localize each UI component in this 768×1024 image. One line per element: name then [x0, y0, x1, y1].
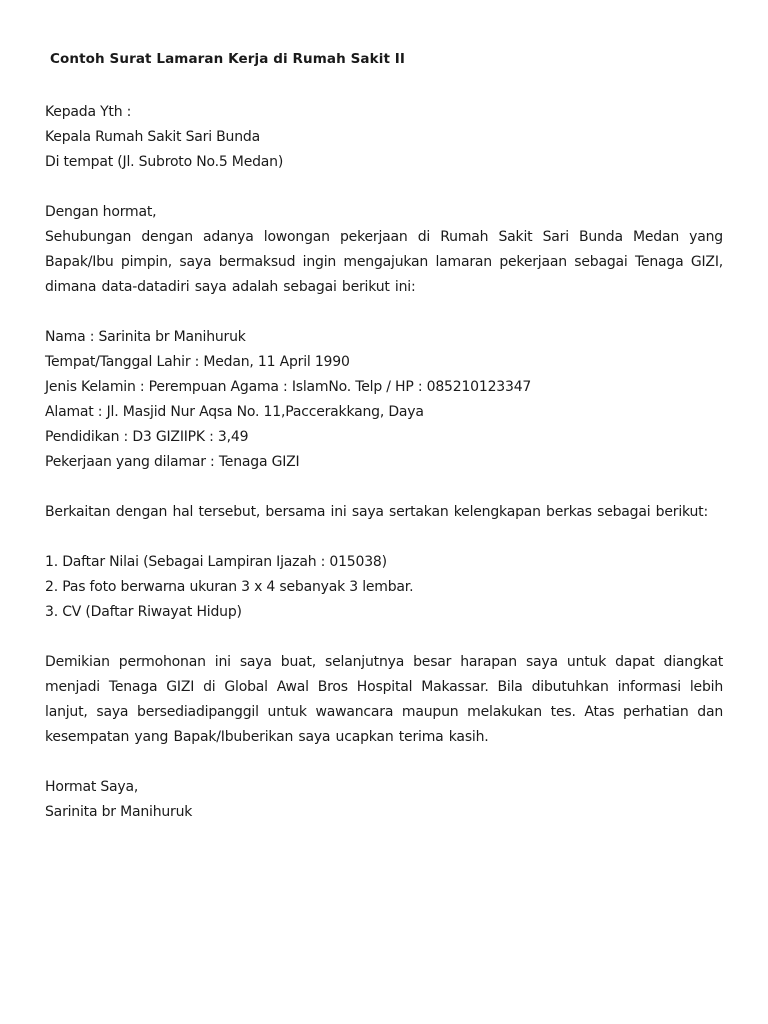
personal-data-line: Tempat/Tanggal Lahir : Medan, 11 April 1990	[45, 354, 350, 370]
personal-data-block	[45, 325, 723, 475]
sign-off: Hormat Saya,	[45, 779, 139, 795]
signature-block	[45, 775, 723, 825]
signer-name: Sarinita br Manihuruk	[45, 804, 193, 820]
recipient-line: Kepada Yth :	[45, 104, 132, 120]
opening-block	[45, 200, 723, 300]
personal-data-line: Nama : Sarinita br Manihuruk	[45, 329, 246, 345]
attachments-list	[45, 550, 723, 625]
recipient-block	[45, 100, 723, 175]
letter-body	[45, 47, 723, 825]
letter-title: Contoh Surat Lamaran Kerja di Rumah Sakit II	[50, 51, 406, 67]
personal-data-line: Pekerjaan yang dilamar : Tenaga GIZI	[45, 454, 300, 470]
attachment-item: 2. Pas foto berwarna ukuran 3 x 4 sebanyak 3 lembar.	[45, 579, 414, 595]
recipient-line: Kepala Rumah Sakit Sari Bunda	[45, 129, 260, 145]
attachment-item: 3. CV (Daftar Riwayat Hidup)	[45, 604, 242, 620]
attachment-item: 1. Daftar Nilai (Sebagai Lampiran Ijazah : 015038)	[45, 554, 387, 570]
personal-data-line: Pendidikan : D3 GIZIIPK : 3,49	[45, 429, 249, 445]
recipient-line: Di tempat (Jl. Subroto No.5 Medan)	[45, 154, 284, 170]
personal-data-line: Jenis Kelamin : Perempuan Agama : IslamNo. Telp / HP : 085210123347	[45, 379, 532, 395]
opening-paragraph: Sehubungan dengan adanya lowongan pekerjaan di Rumah Sakit Sari Bunda Medan yang Bapak/Ibu pimpin, saya bermaksud ingin mengajukan lamaran pekerjaan sebagai Tenaga GIZI, dimana data-datadiri saya adalah sebagai berikut ini:	[45, 229, 723, 295]
closing-paragraph: Demikian permohonan ini saya buat, selanjutnya besar harapan saya untuk dapat diangkat menjadi Tenaga GIZI di Global Awal Bros Hospital Makassar. Bila dibutuhkan informasi lebih lanjut, saya bersediadipanggil untuk wawancara maupun melakukan tes. Atas perhatian dan kesempatan yang Bapak/Ibuberikan saya ucapkan terima kasih.	[45, 654, 723, 745]
attachments-intro: Berkaitan dengan hal tersebut, bersama ini saya sertakan kelengkapan berkas sebagai berikut:	[45, 504, 708, 520]
personal-data-line: Alamat : Jl. Masjid Nur Aqsa No. 11,Paccerakkang, Daya	[45, 404, 424, 420]
salutation: Dengan hormat,	[45, 204, 157, 220]
